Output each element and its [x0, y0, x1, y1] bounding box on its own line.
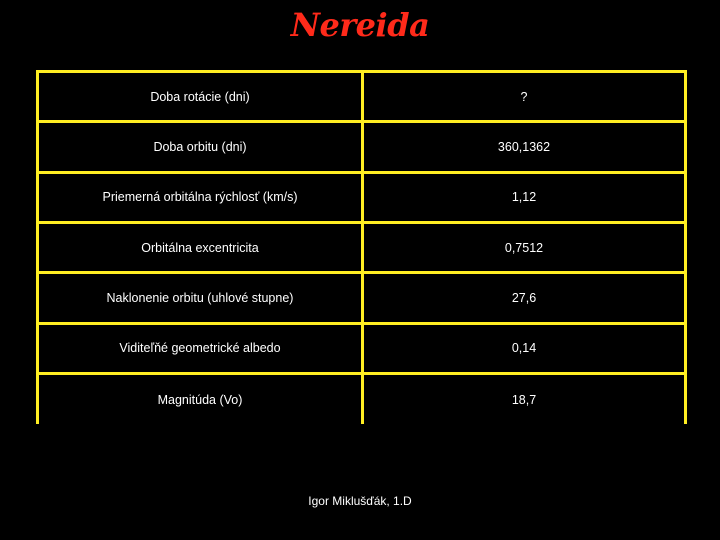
table-row	[38, 172, 686, 222]
row-value: 0,7512	[363, 223, 686, 273]
row-value: ?	[363, 72, 686, 122]
row-label: Magnitúda (Vo)	[38, 374, 363, 424]
row-label: Doba rotácie (dni)	[38, 72, 363, 122]
row-value: 360,1362	[363, 122, 686, 172]
row-value: 18,7	[363, 374, 686, 424]
table-row	[38, 273, 686, 323]
table-row	[38, 223, 686, 273]
row-label: Doba orbitu (dni)	[38, 122, 363, 172]
author-credit: Igor Miklušďák, 1.D	[308, 494, 412, 508]
row-label: Viditeľňé geometrické albedo	[38, 323, 363, 373]
row-label: Orbitálna excentricita	[38, 223, 363, 273]
table-row	[38, 72, 686, 122]
row-value: 0,14	[363, 323, 686, 373]
row-label: Priemerná orbitálna rýchlosť (km/s)	[38, 172, 363, 222]
page-title: Nereida	[290, 6, 430, 44]
table-row	[38, 323, 686, 373]
table-row	[38, 122, 686, 172]
table-row	[38, 374, 686, 424]
row-value: 1,12	[363, 172, 686, 222]
row-label: Naklonenie orbitu (uhlové stupne)	[38, 273, 363, 323]
row-value: 27,6	[363, 273, 686, 323]
properties-table	[36, 70, 687, 424]
